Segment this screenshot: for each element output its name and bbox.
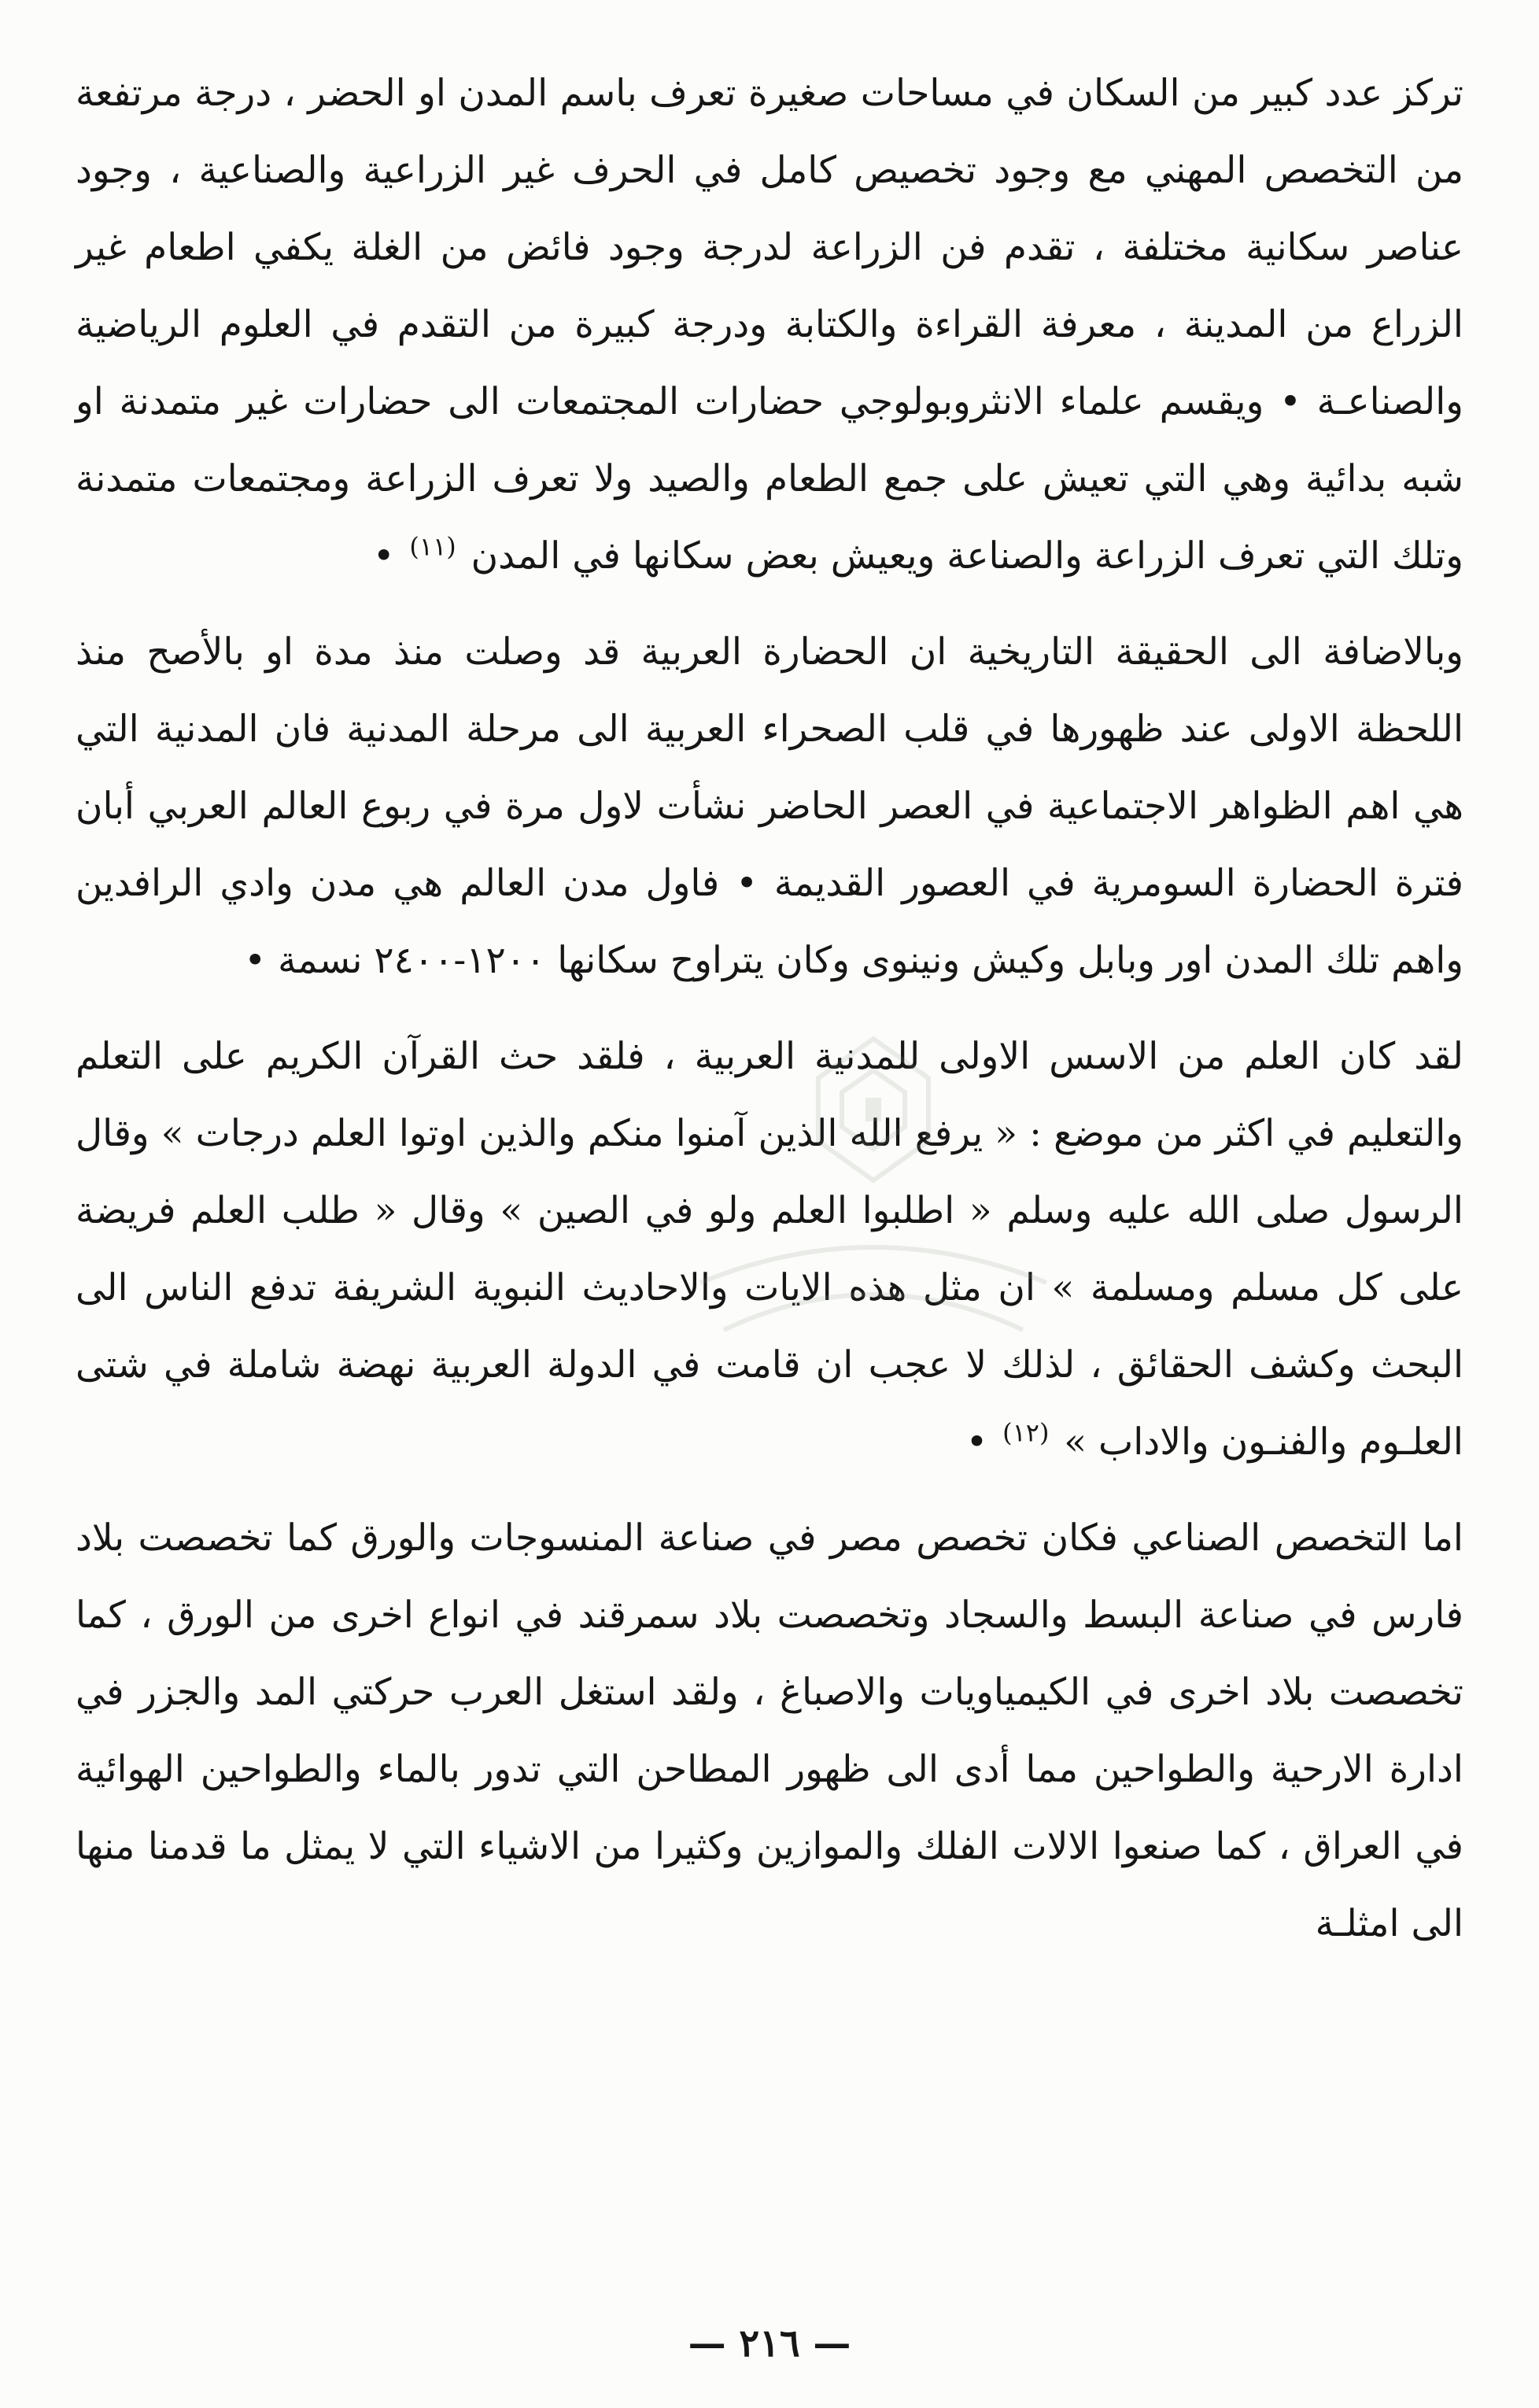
footnote-ref-12: (١٢) <box>1002 1417 1050 1448</box>
paragraph-ending: • <box>372 534 395 578</box>
paragraph-3 <box>76 1018 1463 1481</box>
paragraph-1 <box>76 55 1463 595</box>
footnote-ref-11: (١١) <box>409 531 456 562</box>
paragraph-text: اما التخصص الصناعي فكان تخصص مصر في صناعة المنسوجات والورق كما تخصصت بلاد فارس في صناعة البسط والسجاد وتخصصت بلاد سمرقند في انواع اخرى من الورق ، كما تخصصت بلاد اخرى في الكيمياويات والاصباغ ، ولقد استغل العرب حركتي المد والجزر في ادارة الارحية والطواحين مما أدى الى ظهور المطاحن التي تدور بالماء والطواحين الهوائية في العراق ، كما صنعوا الالات الفلك والموازين وكثيرا من الاشياء التي لا يمثل ما قدمنا منها الى امثلـة <box>76 1516 1463 1945</box>
body-text <box>76 55 1463 1963</box>
paragraph-text: وبالاضافة الى الحقيقة التاريخية ان الحضارة العربية قد وصلت منذ مدة او بالأصح منذ اللحظة الاولى عند ظهورها في قلب الصحراء العربية الى مرحلة المدنية فان المدنية التي هي اهم الظواهر الاجتماعية في العصر الحاضر نشأت لاول مرة في ربوع العالم العربي أبان فترة الحضارة السومرية في العصور القديمة • فاول مدن العالم هي مدن وادي الرافدين واهم تلك المدن اور وبابل وكيش ونينوى وكان يتراوح سكانها ١٢٠٠-٢٤٠٠ نسمة • <box>76 630 1463 982</box>
paragraph-2 <box>76 614 1463 999</box>
paragraph-4 <box>76 1500 1463 1963</box>
paragraph-text: تركز عدد كبير من السكان في مساحات صغيرة تعرف باسم المدن او الحضر ، درجة مرتفعة من التخصص المهني مع وجود تخصيص كامل في الحرف غير الزراعية والصناعية ، وجود عناصر سكانية مختلفة ، تقدم فن الزراعة لدرجة وجود فائض من الغلة يكفي اطعام غير الزراع من المدينة ، معرفة القراءة والكتابة ودرجة كبيرة من التقدم في العلوم الرياضية والصناعـة • ويقسم علماء الانثروبولوجي حضارات المجتمعات الى حضارات غير متمدنة او شبه بدائية وهي التي تعيش على جمع الطعام والصيد ولا تعرف الزراعة ومجتمعات متمدنة وتلك التي تعرف الزراعة والصناعة ويعيش بعض سكانها في المدن <box>76 72 1463 578</box>
page-number: — ٢١٦ — <box>688 2321 851 2366</box>
paragraph-text: لقد كان العلم من الاسس الاولى للمدنية العربية ، فلقد حث القرآن الكريم على التعلم والتعليم في اكثر من موضع : « يرفع الله الذين آمنوا منكم والذين اوتوا العلم درجات » وقال الرسول صلى الله عليه وسلم « اطلبوا العلم ولو في الصين » وقال « طلب العلم فريضة على كل مسلم ومسلمة » ان مثل هذه الايات والاحاديث النبوية الشريفة تدفع الناس الى البحث وكشف الحقائق ، لذلك لا عجب ان قامت في الدولة العربية نهضة شاملة في شتى العلـوم والفنـون والاداب » <box>76 1035 1464 1464</box>
paragraph-ending: • <box>965 1420 988 1464</box>
